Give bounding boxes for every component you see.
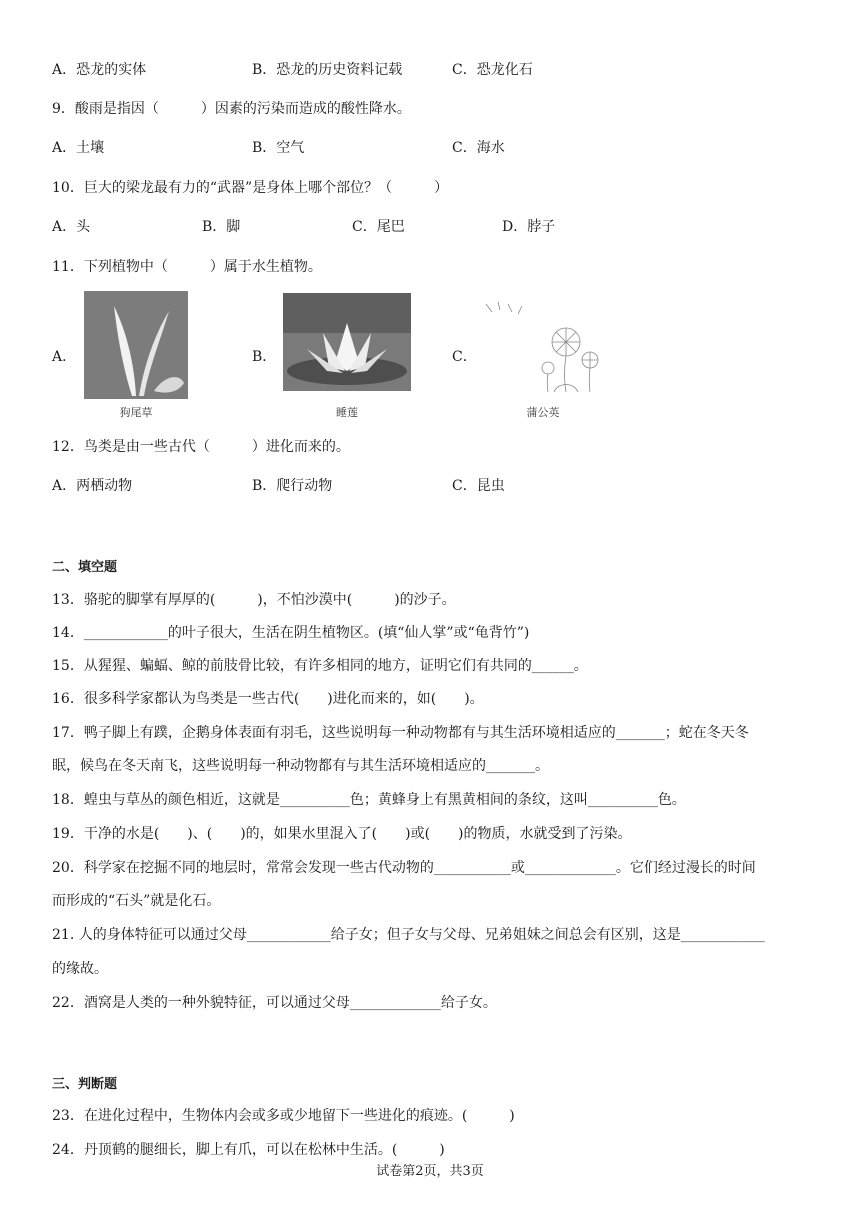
q15: 15．从猩猩、蝙蝠、鲸的前肢骨比较，有许多相同的地方，证明它们有共同的______。 <box>52 658 588 674</box>
q8-option-a: A．恐龙的实体 <box>52 62 147 78</box>
water-lily-caption: 睡莲 <box>336 406 358 419</box>
q20-line2: 而形成的“石头”就是化石。 <box>52 893 221 909</box>
q9-option-c: C．海水 <box>452 140 505 156</box>
q16: 16．很多科学家都认为鸟类是一些古代( )进化而来的，如( )。 <box>52 691 484 707</box>
q11-option-c: C． <box>452 349 477 365</box>
q12-option-c: C．昆虫 <box>452 478 505 494</box>
q12-stem: 12．鸟类是由一些古代（ ）进化而来的。 <box>52 439 350 455</box>
q21-line1: 21. 人的身体特征可以通过父母____________给子女；但子女与父母、兄弟姐妹之间总会有区别，这是____________ <box>52 927 765 943</box>
q9-option-a: A．土壤 <box>52 140 105 156</box>
q10-option-b: B．脚 <box>202 219 241 235</box>
q18: 18．蝗虫与草丛的颜色相近，这就是__________色；黄蜂身上有黑黄相间的条纹，这叫__________色。 <box>52 792 686 808</box>
q19: 19．干净的水是( )、( )的，如果水里混入了( )或( )的物质，水就受到了污染。 <box>52 826 632 842</box>
q12-option-b: B．爬行动物 <box>252 478 333 494</box>
q11-stem: 11．下列植物中（ ）属于水生植物。 <box>52 259 322 275</box>
q9-option-b: B．空气 <box>252 140 305 156</box>
dandelion-caption: 蒲公英 <box>526 406 560 419</box>
foxtail-grass-image <box>84 291 188 399</box>
q8-option-c: C．恐龙化石 <box>452 62 533 78</box>
q22: 22．酒窝是人类的一种外貌特征，可以通过父母_____________给子女。 <box>52 995 497 1011</box>
q24: 24．丹顶鹤的腿细长，脚上有爪，可以在松林中生活。( ) <box>52 1142 445 1158</box>
water-lily-image <box>283 293 411 391</box>
q10-option-c: C．尾巴 <box>352 219 405 235</box>
q10-stem: 10．巨大的梁龙最有力的“武器”是身体上哪个部位？（ ） <box>52 180 449 196</box>
q11-option-a: A． <box>52 349 77 365</box>
q17-line2: 眠，候鸟在冬天南飞，这些说明每一种动物都有与其生活环境相适应的_______。 <box>52 758 549 774</box>
q14: 14．____________的叶子很大，生活在阴生植物区。(填“仙人掌”或“龟背竹”) <box>52 625 530 641</box>
page-footer: 试卷第2页，共3页 <box>376 1164 484 1179</box>
section-title-fill-in: 二、填空题 <box>52 560 118 575</box>
q20-line1: 20．科学家在挖掘不同的地层时，常常会发现一些古代动物的___________或_____________。它们经过漫长的时间 <box>52 860 756 876</box>
q23: 23．在进化过程中，生物体内会或多或少地留下一些进化的痕迹。( ) <box>52 1108 515 1124</box>
section-title-true-false: 三、判断题 <box>52 1077 118 1092</box>
q10-option-d: D．脖子 <box>502 219 556 235</box>
q11-option-b: B． <box>252 349 277 365</box>
q8-option-b: B．恐龙的历史资料记载 <box>252 62 403 78</box>
q9-stem: 9．酸雨是指因（ ）因素的污染而造成的酸性降水。 <box>52 101 411 117</box>
q21-line2: 的缘故。 <box>52 961 108 977</box>
q13: 13．骆驼的脚掌有厚厚的( )，不怕沙漠中( )的沙子。 <box>52 592 456 608</box>
dandelion-image <box>478 298 608 394</box>
q12-option-a: A．两栖动物 <box>52 478 133 494</box>
q10-option-a: A．头 <box>52 219 91 235</box>
q17-line1: 17．鸭子脚上有蹼，企鹅身体表面有羽毛，这些说明每一种动物都有与其生活环境相适应的_______；蛇在冬天冬 <box>52 725 749 741</box>
foxtail-grass-caption: 狗尾草 <box>119 406 153 419</box>
